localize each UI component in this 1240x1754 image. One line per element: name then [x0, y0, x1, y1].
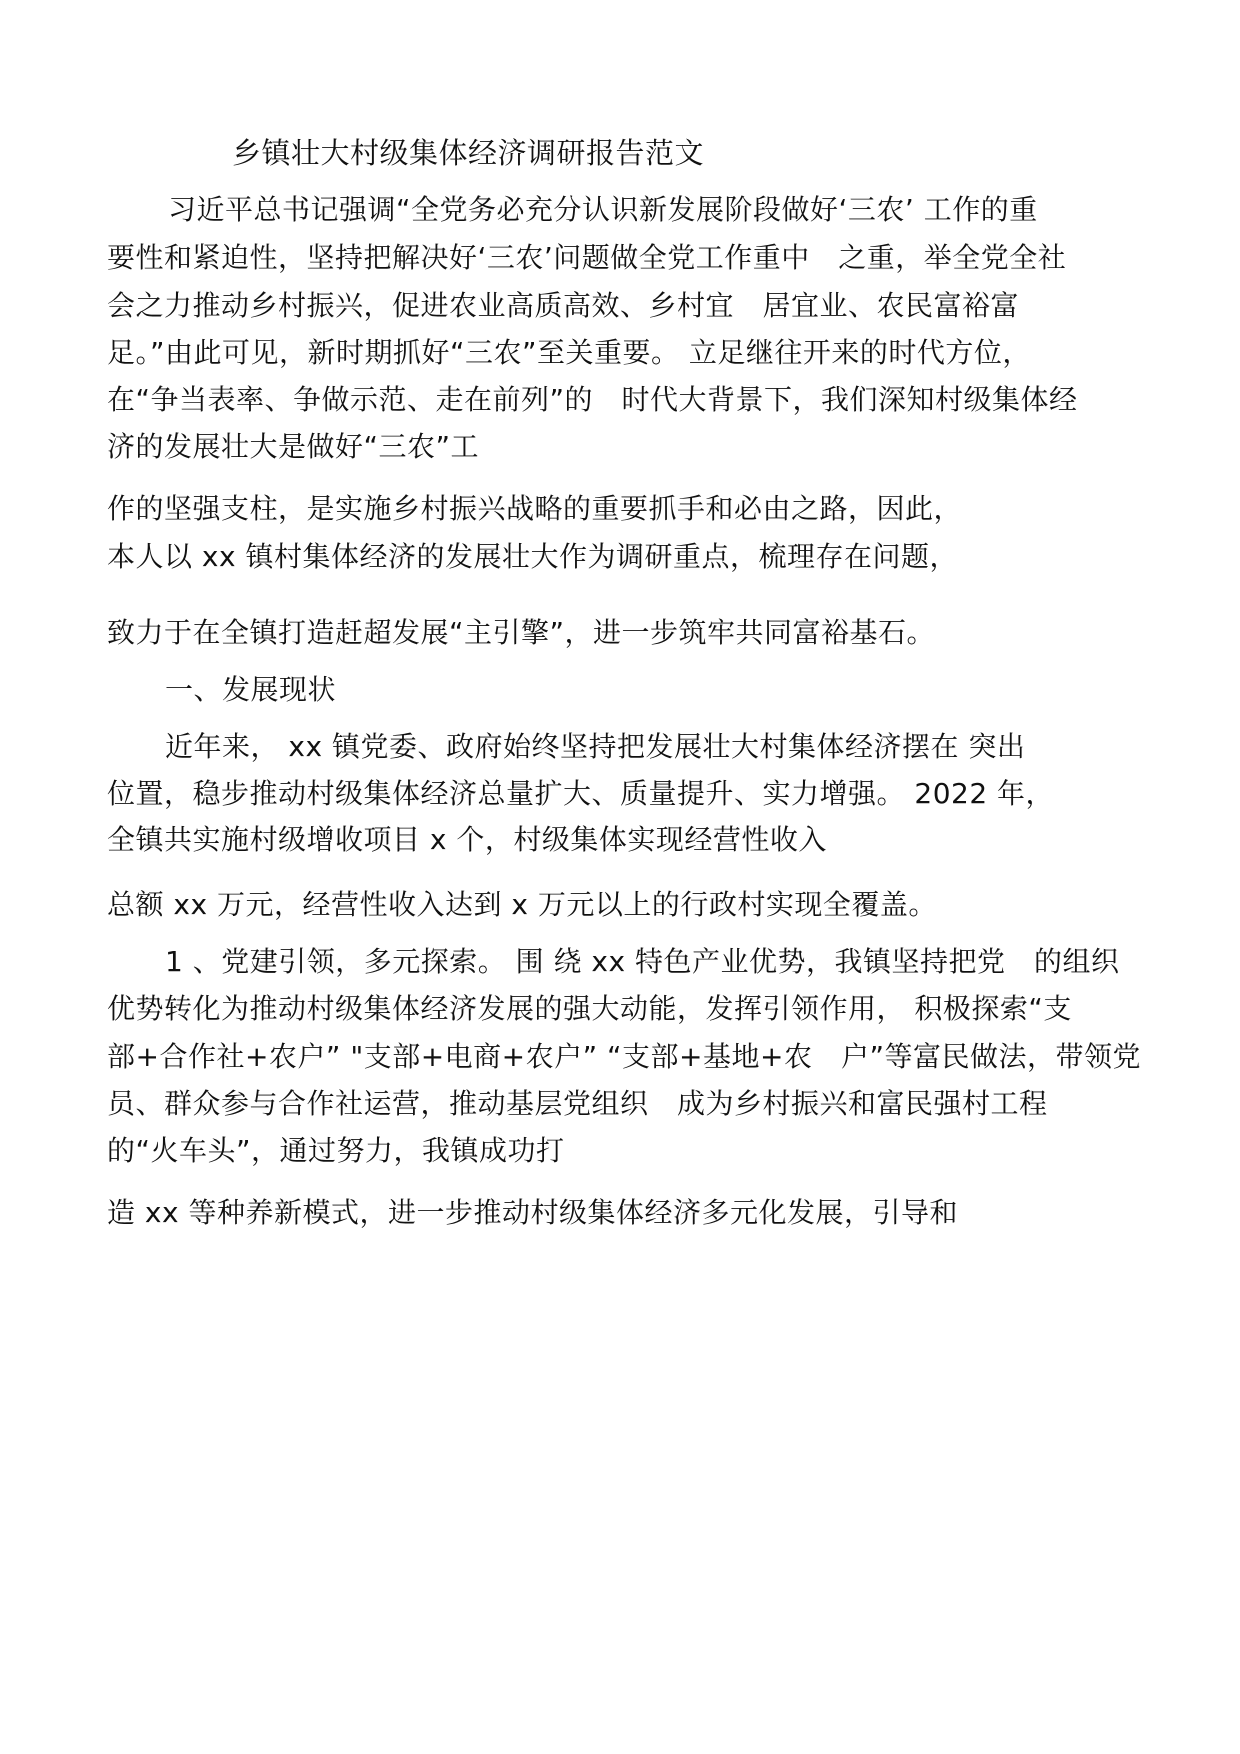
paragraph-line: 全镇共实施村级增收项目 x 个，村级集体实现经营性收入 [107, 823, 827, 856]
paragraph-line: 会之力推动乡村振兴，促进农业高质高效、乡村宜 居宜业、农民富裕富 [107, 289, 1020, 322]
paragraph-line: 本人以 xx 镇村集体经济的发展壮大作为调研重点，梳理存在问题， [107, 540, 958, 573]
paragraph-line: 造 xx 等种养新模式，进一步推动村级集体经济多元化发展，引导和 [107, 1196, 958, 1229]
paragraph-line: 作的坚强支柱，是实施乡村振兴战略的重要抓手和必由之路，因此， [107, 492, 963, 525]
paragraph-line: 致力于在全镇打造赶超发展“主引擎”，进一步筑牢共同富裕基石。 [107, 616, 936, 649]
paragraph-line: 1 、党建引领，多元探索。 围 绕 xx 特色产业优势，我镇坚持把党 的组织 [165, 945, 1120, 978]
paragraph-line: 习近平总书记强调“全党务必充分认识新发展阶段做好‘三农’ 工作的重 [168, 193, 1038, 226]
paragraph-line: 的“火车头”，通过努力，我镇成功打 [107, 1134, 565, 1167]
document-title: 乡镇壮大村级集体经济调研报告范文 [232, 136, 705, 170]
paragraph-line: 部+合作社+农户” "支部+电商+农户” “支部+基地+农 户”等富民做法，带领党 [107, 1040, 1141, 1073]
paragraph-line: 位置，稳步推动村级集体经济总量扩大、质量提升、实力增强。 2022 年， [107, 777, 1055, 810]
paragraph-line: 要性和紧迫性，坚持把解决好‘三农’问题做全党工作重中 之重，举全党全社 [107, 241, 1067, 274]
paragraph-line: 员、群众参与合作社运营，推动基层党组织 成为乡村振兴和富民强村工程 [107, 1087, 1048, 1120]
paragraph-line: 济的发展壮大是做好“三农”工 [107, 430, 480, 463]
paragraph-line: 总额 xx 万元，经营性收入达到 x 万元以上的行政村实现全覆盖。 [107, 888, 937, 921]
section-heading: 一、发展现状 [165, 673, 337, 706]
paragraph-line: 在“争当表率、争做示范、走在前列”的 时代大背景下，我们深知村级集体经 [107, 383, 1078, 416]
paragraph-line: 近年来， xx 镇党委、政府始终坚持把发展壮大村集体经济摆在 突出 [165, 730, 1026, 763]
paragraph-line: 优势转化为推动村级集体经济发展的强大动能，发挥引领作用， 积极探索“支 [107, 992, 1072, 1025]
paragraph-line: 足。”由此可见，新时期抓好“三农”至关重要。 立足继往开来的时代方位， [107, 336, 1031, 369]
